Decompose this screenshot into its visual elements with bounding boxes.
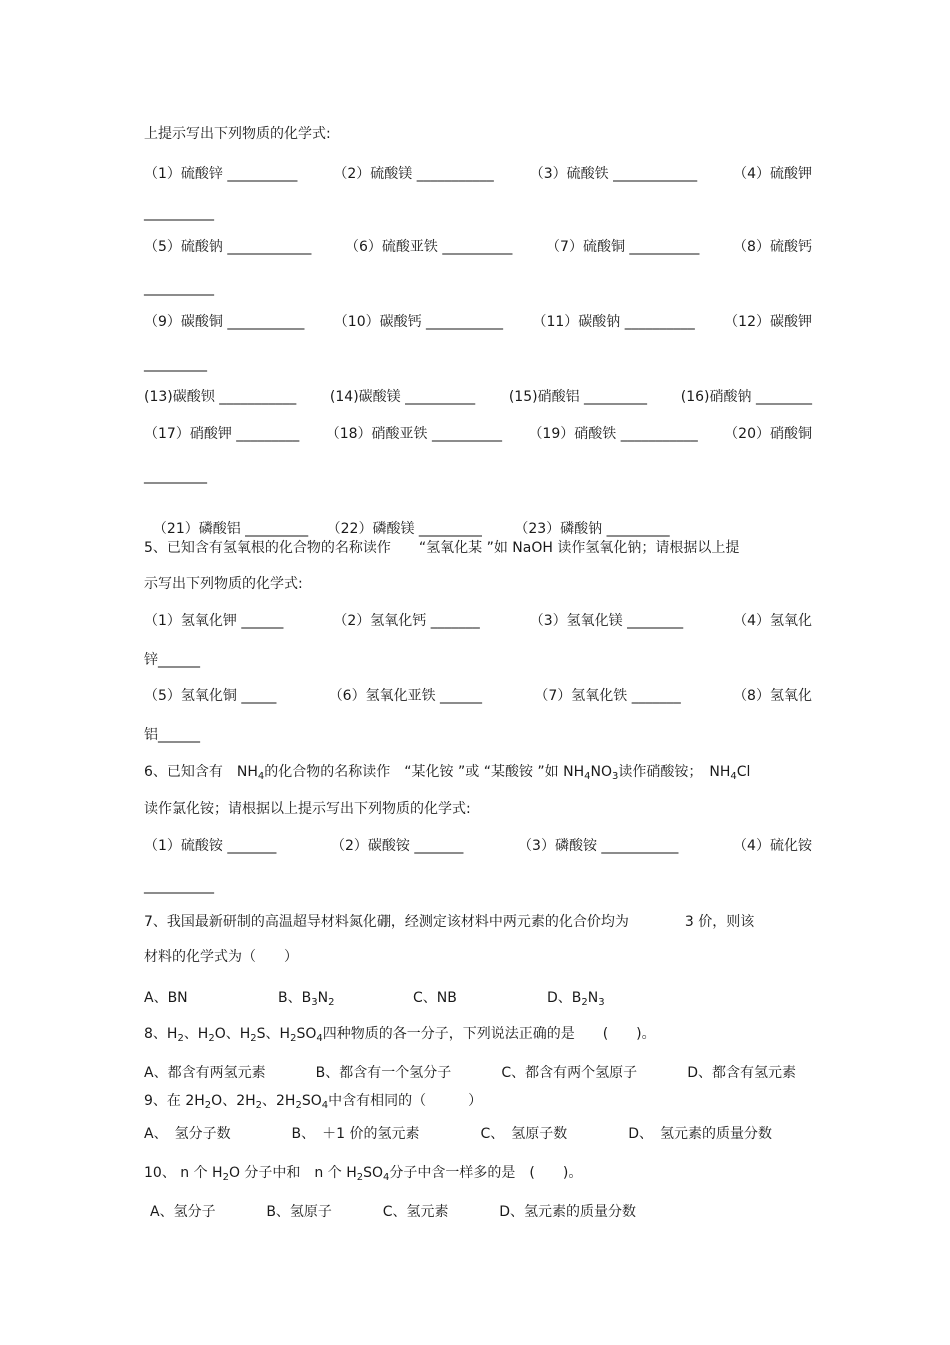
q4-item-15: (15)硝酸铝 _________ xyxy=(508,389,648,405)
q9-stem: 9、在 $2H_2O$、$2H_2$、$2H_2SO_4$中含有相同的（ ） xyxy=(144,1093,483,1111)
q4-item-4: （4）硫酸钾 xyxy=(733,166,812,182)
q6-item-3: （3）磷酸铵 ___________ xyxy=(518,838,679,854)
q4-intro: 上提示写出下列物质的化学式: xyxy=(144,126,331,142)
q4-item-14: (14)碳酸镁 __________ xyxy=(329,389,476,405)
q7-line-2: 材料的化学式为（ ） xyxy=(144,949,298,965)
q5-row-1 xyxy=(144,611,812,631)
q4-row-2 xyxy=(144,237,812,257)
q4-item-2: （2）硫酸镁 ___________ xyxy=(333,166,494,182)
q6-row-1 xyxy=(144,836,812,856)
q6-item-2: （2）碳酸铵 _______ xyxy=(331,838,464,854)
q6-item-1: （1）硫酸铵 _______ xyxy=(144,838,277,854)
q5-item-6: （6）氢氧化亚铁 ______ xyxy=(328,688,483,704)
q5-line-2: 示写出下列物质的化学式: xyxy=(144,576,303,592)
q4-item-11: （11）碳酸钠 __________ xyxy=(532,314,695,330)
q7-option-b: B、$B_3N_2$ xyxy=(278,990,335,1008)
q5-item-7: （7）氢氧化铁 _______ xyxy=(534,688,681,704)
q4-row-3 xyxy=(144,312,812,332)
q4-row-6 xyxy=(144,499,670,539)
q6-line-1: 6、已知含有 $NH_4$的化合物的名称读作 “某化铵 ”或 “某酸铵 ”如 $NH_4NO_3$读作硝酸铵； $NH_4Cl$ xyxy=(144,764,751,782)
q10-option-c: C、氢元素 xyxy=(382,1204,449,1220)
q4-item-17: （17）硝酸钾 _________ xyxy=(144,426,300,442)
q8-stem: 8、$H_2$、$H_2O$、$H_2S$、$H_2SO_4$四种物质的各一分子，下列说法正确的是 ( )。 xyxy=(144,1026,656,1044)
q4-item-1: （1）硫酸锌 __________ xyxy=(144,166,298,182)
q4-row-2-cont: __________ xyxy=(144,280,214,296)
q8-option-d: D、都含有氢元素 xyxy=(687,1065,796,1081)
q6-line-2: 读作氯化铵；请根据以上提示写出下列物质的化学式: xyxy=(144,801,471,817)
q7-option-a: A、BN xyxy=(144,990,188,1006)
q5-item-3: （3）氢氧化镁 ________ xyxy=(529,613,684,629)
q7-option-c: C、NB xyxy=(413,990,457,1006)
q4-item-8: （8）硫酸钙 xyxy=(733,239,812,255)
q5-item-4: （4）氢氧化 xyxy=(733,613,812,629)
q4-item-20: （20）硝酸铜 xyxy=(724,426,812,442)
q4-row-5-cont: _________ xyxy=(144,468,207,484)
q4-item-5: （5）硫酸钠 ____________ xyxy=(144,239,312,255)
q4-row-5 xyxy=(144,424,812,444)
q10-option-d: D、氢元素的质量分数 xyxy=(499,1204,636,1220)
q4-item-22: （22）磷酸镁 _________ xyxy=(326,521,482,537)
q8-options xyxy=(144,1063,796,1083)
q10-stem: 10、 n 个 $H_2O$ 分子中和 n 个 $H_2SO_4$分子中含一样多的是 ( )。 xyxy=(144,1165,583,1183)
q6-row-1-cont: __________ xyxy=(144,878,214,894)
q4-row-1 xyxy=(144,164,812,184)
q4-item-18: （18）硝酸亚铁 __________ xyxy=(325,426,502,442)
q5-row-2 xyxy=(144,686,812,706)
q9-option-b: B、 ＋1 价的氢元素 xyxy=(291,1126,420,1142)
q9-option-a: A、 氢分子数 xyxy=(144,1126,231,1142)
q7-line-1: 7、我国最新研制的高温超导材料氮化硼，经测定该材料中两元素的化合价均为 3 价，则该 xyxy=(144,914,755,930)
q5-row-2-cont: 铝______ xyxy=(144,727,200,743)
q5-item-1: （1）氢氧化钾 ______ xyxy=(144,613,284,629)
q4-item-7: （7）硫酸铜 __________ xyxy=(546,239,700,255)
q4-row-4 xyxy=(144,387,812,407)
q10-option-b: B、氢原子 xyxy=(266,1204,332,1220)
q4-item-6: （6）硫酸亚铁 __________ xyxy=(345,239,513,255)
q4-item-10: （10）碳酸钙 ___________ xyxy=(333,314,504,330)
q4-item-9: （9）碳酸铜 ___________ xyxy=(144,314,305,330)
q4-item-21: （21）磷酸铝 _________ xyxy=(152,521,309,537)
q6-item-4: （4）硫化铵 xyxy=(733,838,812,854)
q4-item-23: （23）磷酸钠 _________ xyxy=(514,521,670,537)
q8-option-b: B、都含有一个氢分子 xyxy=(315,1065,452,1081)
q4-item-3: （3）硫酸铁 ____________ xyxy=(529,166,698,182)
q9-option-c: C、 氢原子数 xyxy=(480,1126,568,1142)
q4-row-3-cont: _________ xyxy=(144,356,207,372)
q9-options xyxy=(144,1124,772,1144)
q10-option-a: A、氢分子 xyxy=(150,1204,216,1220)
q5-item-5: （5）氢氧化铜 _____ xyxy=(144,688,277,704)
q8-option-c: C、都含有两个氢原子 xyxy=(501,1065,638,1081)
q5-item-2: （2）氢氧化钙 _______ xyxy=(333,613,480,629)
q5-item-8: （8）氢氧化 xyxy=(733,688,812,704)
q4-item-13: (13)碳酸钡 ___________ xyxy=(144,389,297,405)
q7-option-d: D、$B_2N_3$ xyxy=(547,990,605,1008)
q5-row-1-cont: 锌______ xyxy=(144,652,200,668)
q4-item-19: （19）硝酸铁 ___________ xyxy=(528,426,698,442)
q4-item-16: (16)硝酸钠 ________ xyxy=(680,389,812,405)
q4-row-1-cont: __________ xyxy=(144,205,214,221)
q10-options xyxy=(150,1202,636,1222)
q4-item-12: （12）碳酸钾 xyxy=(724,314,812,330)
q5-line-1: 5、已知含有氢氧根的化合物的名称读作 “氢氧化某 ”如 NaOH 读作氢氧化钠；请根据以上提 xyxy=(144,540,740,556)
q9-option-d: D、 氢元素的质量分数 xyxy=(628,1126,772,1142)
q8-option-a: A、都含有两氢元素 xyxy=(144,1065,266,1081)
